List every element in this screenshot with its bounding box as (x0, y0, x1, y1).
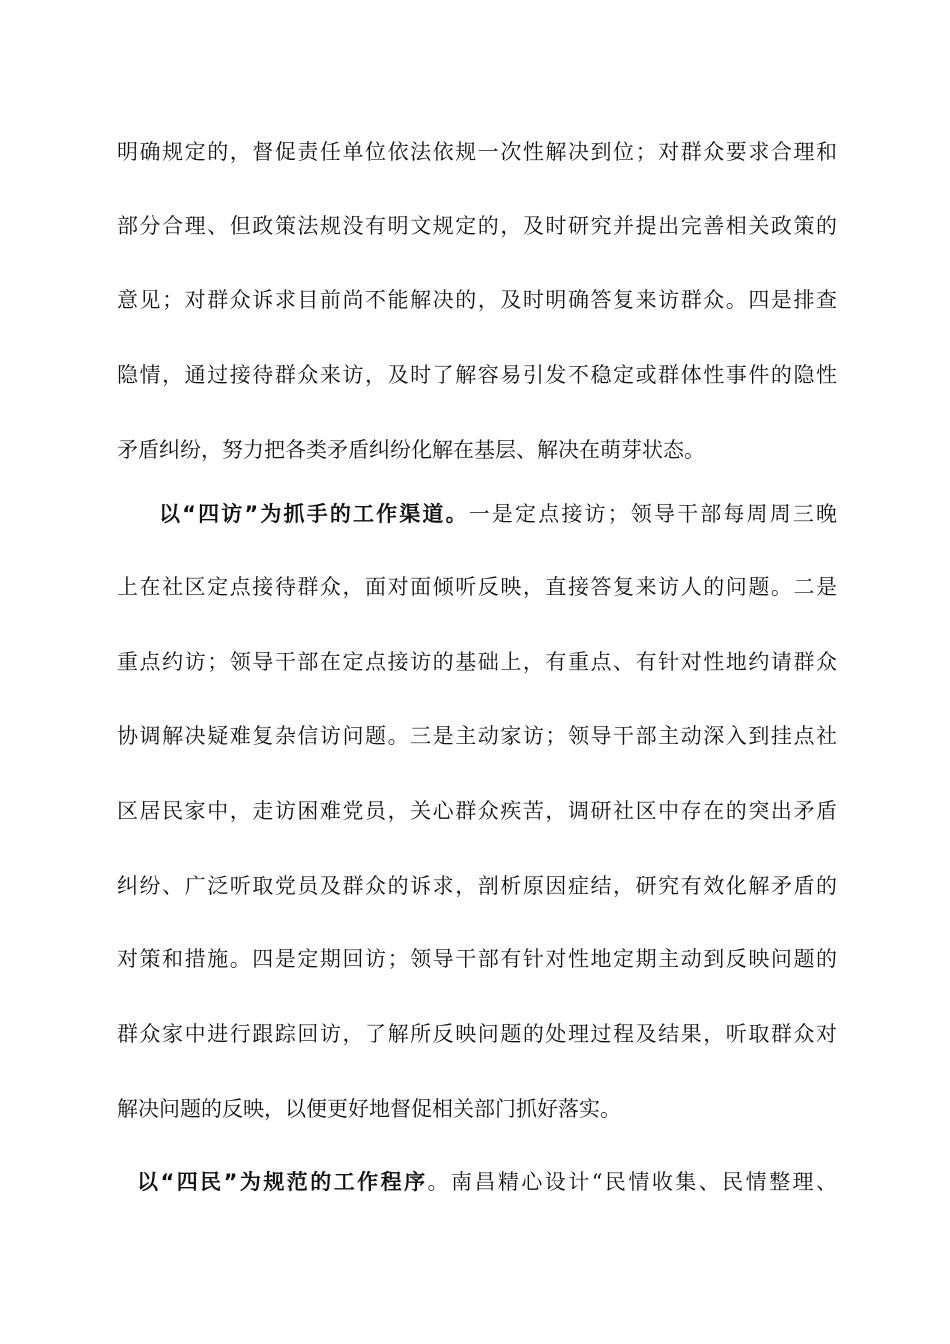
paragraph-2-line-2: 上在社区定点接待群众，面对面倾听反映，直接答复来访人的问题。二是 (117, 575, 837, 599)
paragraph-2-line-1 (159, 494, 837, 534)
paragraph-2-first-line-text: 一是定点接访；领导干部每周周三晚 (468, 502, 838, 526)
paragraph-1-line-5: 矛盾纠纷，努力把各类矛盾纠纷化解在基层、解决在萌芽状态。 (117, 438, 705, 462)
paragraph-3-line-1 (137, 1162, 837, 1202)
paragraph-1-line-3: 意见；对群众诉求目前尚不能解决的，及时明确答复来访群众。四是排查 (117, 288, 837, 312)
paragraph-1-line-1: 明确规定的，督促责任单位依法依规一次性解决到位；对群众要求合理和 (117, 140, 837, 164)
paragraph-2-line-4: 协调解决疑难复杂信访问题。三是主动家访；领导干部主动深入到挂点社 (117, 724, 837, 748)
paragraph-1-line-4: 隐情，通过接待群众来访，及时了解容易引发不稳定或群体性事件的隐性 (117, 363, 837, 387)
paragraph-2-line-6: 纠纷、广泛听取党员及群众的诉求，剖析原因症结，研究有效化解矛盾的 (117, 874, 837, 898)
paragraph-2-line-5: 区居民家中，走访困难党员，关心群众疾苦，调研社区中存在的突出矛盾 (117, 799, 837, 823)
paragraph-3-heading: 以“四民”为规范的工作程序 (137, 1170, 428, 1194)
paragraph-1-line-2: 部分合理、但政策法规没有明文规定的，及时研究并提出完善相关政策的 (117, 214, 837, 238)
paragraph-2-line-7: 对策和措施。四是定期回访；领导干部有针对性地定期主动到反映问题的 (117, 947, 837, 971)
paragraph-3-first-line-text: 。南昌精心设计“民情收集、民情整理、 (427, 1170, 838, 1194)
paragraph-2-line-8: 群众家中进行跟踪回访，了解所反映问题的处理过程及结果，听取群众对 (117, 1022, 837, 1046)
paragraph-2-line-9: 解决问题的反映，以便更好地督促相关部门抓好落实。 (117, 1097, 621, 1121)
paragraph-2-line-3: 重点约访；领导干部在定点接访的基础上，有重点、有针对性地约请群众 (117, 650, 837, 674)
paragraph-2-heading: 以“四访”为抓手的工作渠道。 (159, 502, 469, 526)
